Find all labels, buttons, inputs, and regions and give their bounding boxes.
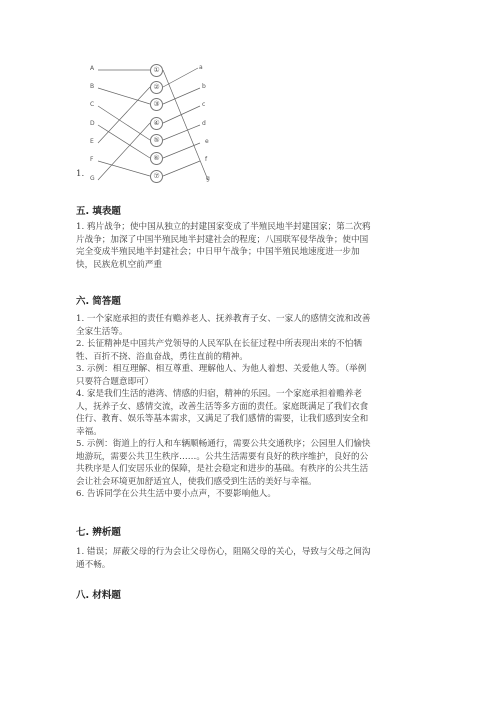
line-b-to-3 [98,88,150,104]
line-d-to-6 [98,125,150,158]
left-label-f: F [90,156,94,163]
section-5-heading: 五. 填表题 [76,206,121,217]
line-f-to-7 [98,161,150,176]
line-g-to-4 [98,123,150,180]
right-label-e: e [205,138,209,145]
right-label-d: d [202,120,206,127]
right-label-a: a [199,64,203,71]
section-8-heading: 八. 材料题 [76,590,121,601]
middle-label-3: ③ [150,98,163,111]
left-label-c: C [90,101,95,108]
section-6-heading: 六. 简答题 [76,296,121,307]
line-2-to-a [163,68,198,87]
right-label-b: b [202,83,206,90]
left-label-b: B [90,83,95,90]
left-label-d: D [90,120,95,127]
section-7-answer: 1. 错误；屏蔽父母的行为会让父母伤心，阻隔父母的关心，导致与父母之间沟 通不畅。 [76,547,371,570]
section-7-heading: 七. 辨析题 [76,527,121,538]
line-5-to-d [163,125,200,140]
line-6-to-e [163,143,200,158]
matching-lines [0,0,500,195]
matching-diagram [0,0,500,195]
middle-label-4: ④ [150,117,163,130]
middle-label-5: ⑤ [150,134,163,147]
middle-label-7: ⑦ [150,170,163,183]
item-number: 1. [76,169,85,179]
right-label-f: f [205,156,208,163]
left-label-g: G [90,175,95,182]
section-5-answer: 1. 鸦片战争；使中国从独立的封建国家变成了半殖民地半封建国家；第二次鸦 片战争；加深了中国半殖民地半封建社会的程度；八国联军侵华战争；使中国 完全变成半殖民地半封建社会；中日甲午战争；中国半殖民地速度进一步加 快，民族危机空前严重 [76,222,371,270]
section-6-answer: 1. 一个家庭承担的责任有赡养老人、抚养教育子女、一家人的感情交流和改善 全家生活等。 2. 长征精神是中国共产党领导的人民军队在长征过程中所表现出来的不怕牺 牲、百折不挠、浴血奋战，勇往直前的精神。 3. 示例：相互理解、相互尊重、理解他人、为他人着想、关爱他人等。（举例 只要符合题意即可） 4. 家是我们生活的港湾、情感的归宿，精神的乐园。一个家庭承担着赡养老 人，抚养子女、感情交流，改善生活等多方面的责任。家庭既满足了我们衣食 住行、教育、娱乐等基本需求，又满足了我们感情的需要，让我们感到安全和 幸福。 5. 示例：街道上的行人和车辆顺畅通行，需要公共交通秩序；公园里人们愉快 地游玩，需要公共卫生秩序……。公共生活需要有良好的秩序维护，良好的公 共秩序是人们安居乐业的保障，是社会稳定和进步的基础。有秩序的公共生活 会让社会环境更加舒适宜人，使我们感受到生活的美好与幸福。 6. 告诉同学在公共生活中要小点声，不要影响他人。 [76,314,371,499]
middle-label-2: ② [150,81,163,94]
right-label-g: g [206,175,210,182]
left-label-a: A [90,65,95,72]
left-label-e: E [90,138,94,145]
middle-label-6: ⑥ [150,152,163,165]
line-3-to-b [163,88,200,104]
middle-label-1: ① [150,64,163,77]
line-4-to-c [163,106,200,123]
right-label-c: c [202,101,206,108]
line-7-to-f [163,161,200,176]
